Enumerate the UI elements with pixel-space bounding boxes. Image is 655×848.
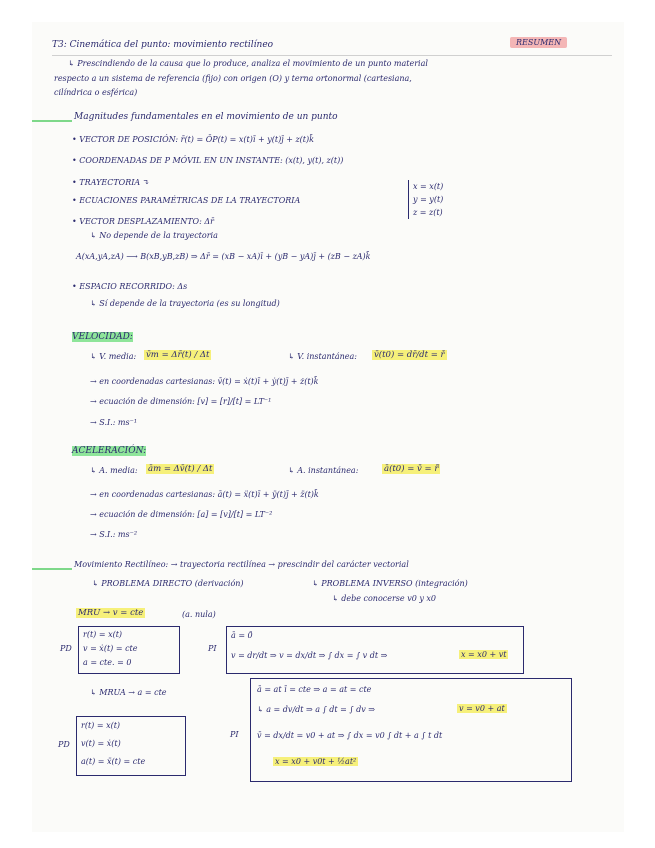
rectilinear-heading: Movimiento Rectilíneo: → trayectoria rectilínea → prescindir del carácter vectorial (74, 560, 409, 569)
mrua-pi-position-result: x = x0 + v0t + ½at² (275, 757, 357, 766)
parametric-equations (408, 180, 443, 219)
mru-note: (a. nula) (182, 610, 216, 619)
mean-velocity-label: ↳ V. media: (90, 352, 137, 361)
direct-problem: ↳ PROBLEMA DIRECTO (derivación) (92, 579, 244, 588)
acceleration-si: → S.I.: ms⁻² (90, 530, 138, 539)
pi-label: PI (230, 730, 239, 739)
acceleration-cartesian: → en coordenadas cartesianas: ā(t) = ẍ(t)ī + ÿ(t)j̄ + z̈(t)k̄ (90, 490, 319, 499)
mrua-inverse-box (250, 678, 572, 782)
mrua-pd-row: r(t) = x(t) (81, 721, 121, 730)
title-underline (52, 55, 612, 56)
mrua-pi-velocity-result: v = v0 + at (459, 704, 505, 713)
mru-pi-line: v = dr/dt ⇒ v = dx/dt ⇒ ∫ dx = ∫ v dt ⇒ (231, 651, 388, 660)
mru-pi-result: x = x0 + vt (461, 650, 507, 659)
magnitude-note: ↳ No depende de la trayectoria (90, 231, 218, 240)
mean-velocity-formula: v̄m = Δr̄(t) / Δt (146, 350, 210, 360)
magnitude-item: • ECUACIONES PARAMÉTRICAS DE LA TRAYECTORIA (72, 196, 301, 205)
pd-label: PD (60, 644, 72, 653)
mean-acceleration-label: ↳ A. media: (90, 466, 138, 475)
mrua-pd-row: a(t) = ẍ(t) = cte (81, 757, 146, 766)
notebook-page (32, 22, 624, 832)
intro-line-2: respecto a un sistema de referencia (fijo) con origen (O) y terna ortonormal (cartesiana, (54, 74, 412, 83)
velocity-cartesian: → en coordenadas cartesianas: v̄(t) = ẋ(t)ī + ẏ(t)j̄ + ż(t)k̄ (90, 377, 319, 386)
velocity-heading: VELOCIDAD: (72, 332, 133, 342)
mrua-pi-line: ↳ a = dv/dt ⇒ a ∫ dt = ∫ dv ⇒ (257, 705, 376, 714)
magnitudes-heading: Magnitudes fundamentales en el movimiento de un punto (74, 112, 338, 122)
summary-badge: RESUMEN (510, 37, 567, 48)
param-eq-z: z = z(t) (413, 208, 443, 217)
param-eq-y: y = y(t) (413, 195, 444, 204)
inverse-problem: ↳ PROBLEMA INVERSO (integración) (312, 579, 468, 588)
inverse-problem-note: ↳ debe conocerse v0 y x0 (332, 594, 437, 603)
pi-label: PI (208, 644, 217, 653)
magnitude-note: ↳ Sí depende de la trayectoria (es su longitud) (90, 299, 280, 308)
mru-pd-row: a = cte. = 0 (83, 658, 132, 667)
mru-pd-row: v = ẋ(t) = cte (83, 644, 138, 653)
instant-acceleration-label: ↳ A. instantánea: (288, 466, 359, 475)
intro-line-3: cilíndrica o esférica) (54, 88, 138, 97)
mean-acceleration-formula: ām = Δv̄(t) / Δt (148, 464, 213, 474)
acceleration-dimension: → ecuación de dimensión: [a] = [v]/[t] = LT⁻² (90, 510, 273, 519)
intro-line-1: ↳ Prescindiendo de la causa que lo produce, analiza el movimiento de un punto material (68, 59, 428, 68)
velocity-dimension: → ecuación de dimensión: [v] = [r]/[t] = LT⁻¹ (90, 397, 272, 406)
instant-acceleration-formula: ā(t0) = v̄̇ = r̄̈ (384, 464, 439, 474)
mrua-label: ↳ MRUA → a = cte (90, 688, 167, 697)
instant-velocity-label: ↳ V. instantánea: (288, 352, 357, 361)
magnitude-item: • ESPACIO RECORRIDO: Δs (72, 282, 188, 291)
section-marker (32, 568, 72, 570)
velocity-si: → S.I.: ms⁻¹ (90, 418, 138, 427)
mru-pi-line: ā = 0̄ (231, 631, 253, 640)
mru-label: MRU → v = cte (78, 608, 144, 618)
magnitude-item: • VECTOR DESPLAZAMIENTO: Δr̄ (72, 217, 214, 226)
mru-pd-row: r(t) = x(t) (83, 630, 123, 639)
pd-label: PD (58, 740, 70, 749)
magnitude-item: • COORDENADAS DE P MÓVIL EN UN INSTANTE: (x(t), y(t), z(t)) (72, 156, 344, 165)
mrua-pi-line: ā = at ī = cte ⇒ a = at = cte (257, 685, 372, 694)
displacement-formula: A(xA,yA,zA) ⟶ B(xB,yB,zB) ⇒ Δr̄ = (xB − xA)ī + (yB − yA)j̄ + (zB − zA)k̄ (76, 252, 371, 261)
instant-velocity-formula: v̄(t0) = dr̄/dt = r̄̇ (374, 350, 445, 360)
section-marker (32, 120, 72, 122)
param-eq-x: x = x(t) (413, 182, 444, 191)
acceleration-heading: ACELERACIÓN: (72, 446, 147, 456)
mrua-direct-box (76, 716, 186, 776)
mrua-pi-line: v̄ = dx/dt = v0 + at ⇒ ∫ dx = v0 ∫ dt + a ∫ t dt (257, 731, 443, 740)
magnitude-item: • VECTOR DE POSICIÓN: r̄(t) = ŌP(t) = x(t)ī + y(t)j̄ + z(t)k̄ (72, 135, 314, 144)
magnitude-item: • TRAYECTORIA ↴ (72, 178, 150, 187)
mru-inverse-box (226, 626, 524, 674)
page-title: T3: Cinemática del punto: movimiento rectilíneo (52, 40, 274, 50)
mru-direct-box (78, 626, 180, 674)
mrua-pd-row: v(t) = ẋ(t) (81, 739, 121, 748)
